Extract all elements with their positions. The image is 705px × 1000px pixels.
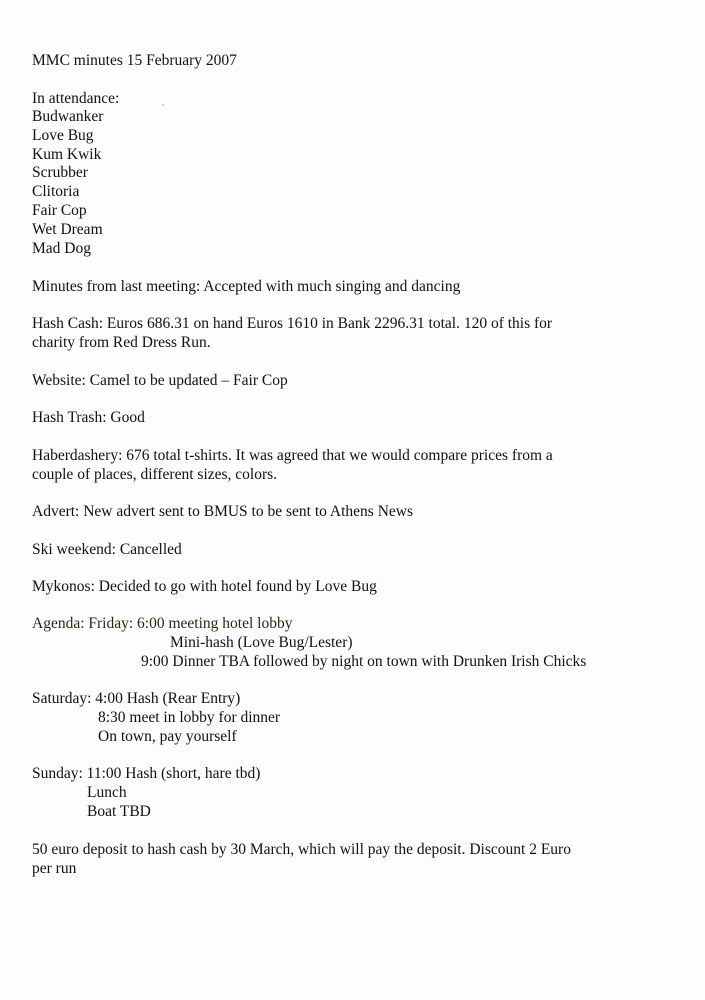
- attendee-item: Kum Kwik: [32, 146, 102, 163]
- attendee-item: Mad Dog: [32, 240, 91, 257]
- hash-cash-line-2: charity from Red Dress Run.: [32, 334, 211, 351]
- haberdashery-line-1: Haberdashery: 676 total t-shirts. It was agreed that we would compare prices from a: [32, 447, 553, 464]
- agenda-saturday-detail: 8:30 meet in lobby for dinner: [98, 709, 281, 726]
- agenda-saturday-line: Saturday: 4:00 Hash (Rear Entry): [32, 690, 241, 707]
- agenda-friday-detail: 9:00 Dinner TBA followed by night on town with Drunken Irish Chicks: [141, 653, 587, 670]
- hash-trash-item: Hash Trash: Good: [32, 409, 145, 426]
- attendance-heading: In attendance:: [32, 90, 120, 107]
- agenda-sunday-detail: Boat TBD: [87, 803, 151, 820]
- agenda-saturday-detail: On town, pay yourself: [98, 728, 237, 745]
- deposit-line-1: 50 euro deposit to hash cash by 30 March, which will pay the deposit. Discount 2 Euro: [32, 841, 571, 858]
- ski-weekend-item: Ski weekend: Cancelled: [32, 541, 182, 558]
- document-title: MMC minutes 15 February 2007: [32, 52, 237, 69]
- scan-speck: [162, 104, 164, 106]
- advert-item: Advert: New advert sent to BMUS to be sent to Athens News: [32, 503, 413, 520]
- agenda-sunday-detail: Lunch: [87, 784, 127, 801]
- mykonos-item: Mykonos: Decided to go with hotel found by Love Bug: [32, 578, 377, 595]
- haberdashery-line-2: couple of places, different sizes, colors.: [32, 466, 278, 483]
- hash-cash-line-1: Hash Cash: Euros 686.31 on hand Euros 1610 in Bank 2296.31 total. 120 of this for: [32, 315, 553, 332]
- agenda-sunday-line: Sunday: 11:00 Hash (short, hare tbd): [32, 765, 261, 782]
- attendee-item: Budwanker: [32, 108, 104, 125]
- agenda-friday-line: Agenda: Friday: 6:00 meeting hotel lobby: [32, 615, 293, 632]
- minutes-last-meeting: Minutes from last meeting: Accepted with much singing and dancing: [32, 278, 461, 295]
- website-item: Website: Camel to be updated – Fair Cop: [32, 372, 288, 389]
- attendee-item: Scrubber: [32, 164, 88, 181]
- deposit-line-2: per run: [32, 860, 77, 877]
- attendee-item: Wet Dream: [32, 221, 103, 238]
- attendee-item: Clitoria: [32, 183, 80, 200]
- agenda-friday-detail: Mini-hash (Love Bug/Lester): [170, 634, 353, 651]
- attendee-item: Love Bug: [32, 127, 94, 144]
- attendee-item: Fair Cop: [32, 202, 87, 219]
